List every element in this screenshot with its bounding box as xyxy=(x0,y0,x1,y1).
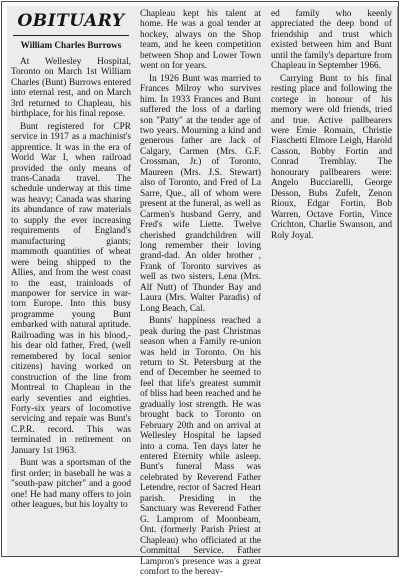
paragraph: In 1926 Bunt was married to Frances Milroy who survives him. In 1933 Frances and Bunt suffered the loss of a darling son "Patty" at the tender age of two years. Mourning a kind and generous father are Jack of Calgary, Carmen (Mrs. G.F. Crossman, Jr.) of Toronto, Maureen (Mrs. J.S. Stewart) also of Toronto, and Fred of La Sarre, Que., all of whom were present at the funeral, as well as Carmen's husband Gerry, and Fred's wife Liette. Twelve cherished grandchildren will long remember their loving grand-dad. An older brother , Frank of Toronto survives as well as two sisters, Lena (Mrs. Alf Nutt) of Thunder Bay and Laura (Mrs. Walter Paradis) of Long Beach, Cal. xyxy=(140,73,261,314)
column-2 xyxy=(140,9,261,579)
obituary-title: OBITUARY xyxy=(17,11,125,31)
paragraph: Bunt registered for CPR service in 1917 as a machinist's apprentice. It was in the era of World War I, when railroad provided the only means of trans-Canada travel. The schedule underway at this time was heavy; Canada was sharing its abundance of raw materials to supply the ever increasing requirements of England's manufacturing giants; mammoth quantities of wheat were being shipped to the Allies, and from the west coast to the east, trainloads of manpower for service in war-torn Europe. Into this busy programme young Bunt embarked with natural aptitude. Railroading was in his blood,- his dear old father, Fred, (well remembered by local senior citizens) having worked on construction of the line from Montreal to Chapleau in the early seventies and eighties. Forty-six years of locomotive servicing and repair was Bunt's C.P.R. record. This was terminated in retirement on January 1st 1963. xyxy=(11,121,131,456)
column-1 xyxy=(11,6,131,512)
paragraph: Carrying Bunt to his final resting place and following the cortege in honour of his memory were old friends, tried and true. Active pallbearers were Ernie Romain, Christie Fiaschetti Elmore Leigh, Harold Casson, Bobby Fortin and Conrad Tremblay. The honourary pallbearers were: Angelo Bucciarelli, George Desson, Bubs Zufelt, Zenon Rioux, Edgar Fortin, Bob Warren, Octave Fortin, Vince Crichton, Charlie Swanson, and Roly Joyal. xyxy=(271,73,392,241)
page-frame xyxy=(1,1,399,578)
paragraph: ed family who keenly appreciated the deep bond of friendship and trust which existed between him and Bunt until the family's departure from Chapleau in September 1966. xyxy=(271,9,392,72)
byline: William Charles Burrows xyxy=(20,40,122,50)
paragraph: Chapleau kept his talent at home. He was a goal tender at hockey, always on the Shop team, and he keen competition between Shop and Lower Town went on for years. xyxy=(140,9,261,72)
newspaper-clipping xyxy=(7,6,398,578)
column-3 xyxy=(271,9,392,243)
paragraph: Bunt was a sportsman of the first order; in baseball he was a "south-paw pitcher" and a good one! He had many offers to join other leagues, but his loyalty to xyxy=(11,458,131,511)
paragraph: Bunts' happiness reached a peak during the past Christmas season when a Family re-union was held in Toronto. On his return to St. Petersburg at the end of December he seemed to feel that life's greatest summit of bliss had been reached and he gradually lost strength. He was brought back to Toronto on February 20th and on arrival at Wellesley Hospital he lapsed into a coma. Ten days later he entered Eternity while asleep. Bunt's funeral Mass was celebrated by Reverend Father Letendre, rector of Sacred Heart parish. Presiding in the Sanctuary was Reverend Father G. Lamprom of Moonbeam, Ont. (formerly Parish Priest at Chapleau) who officiated at the Committal Service. Father Lampron's presence was a great comfort to the bereav- xyxy=(140,316,261,578)
title-rule xyxy=(13,35,129,36)
paragraph: At Wellesley Hospital, Toronto on March 1st William Charles (Bunt) Burrows entered into eternal rest, and on March 3rd returned to Chapleau, his birthplace, for his final repose. xyxy=(11,57,131,120)
